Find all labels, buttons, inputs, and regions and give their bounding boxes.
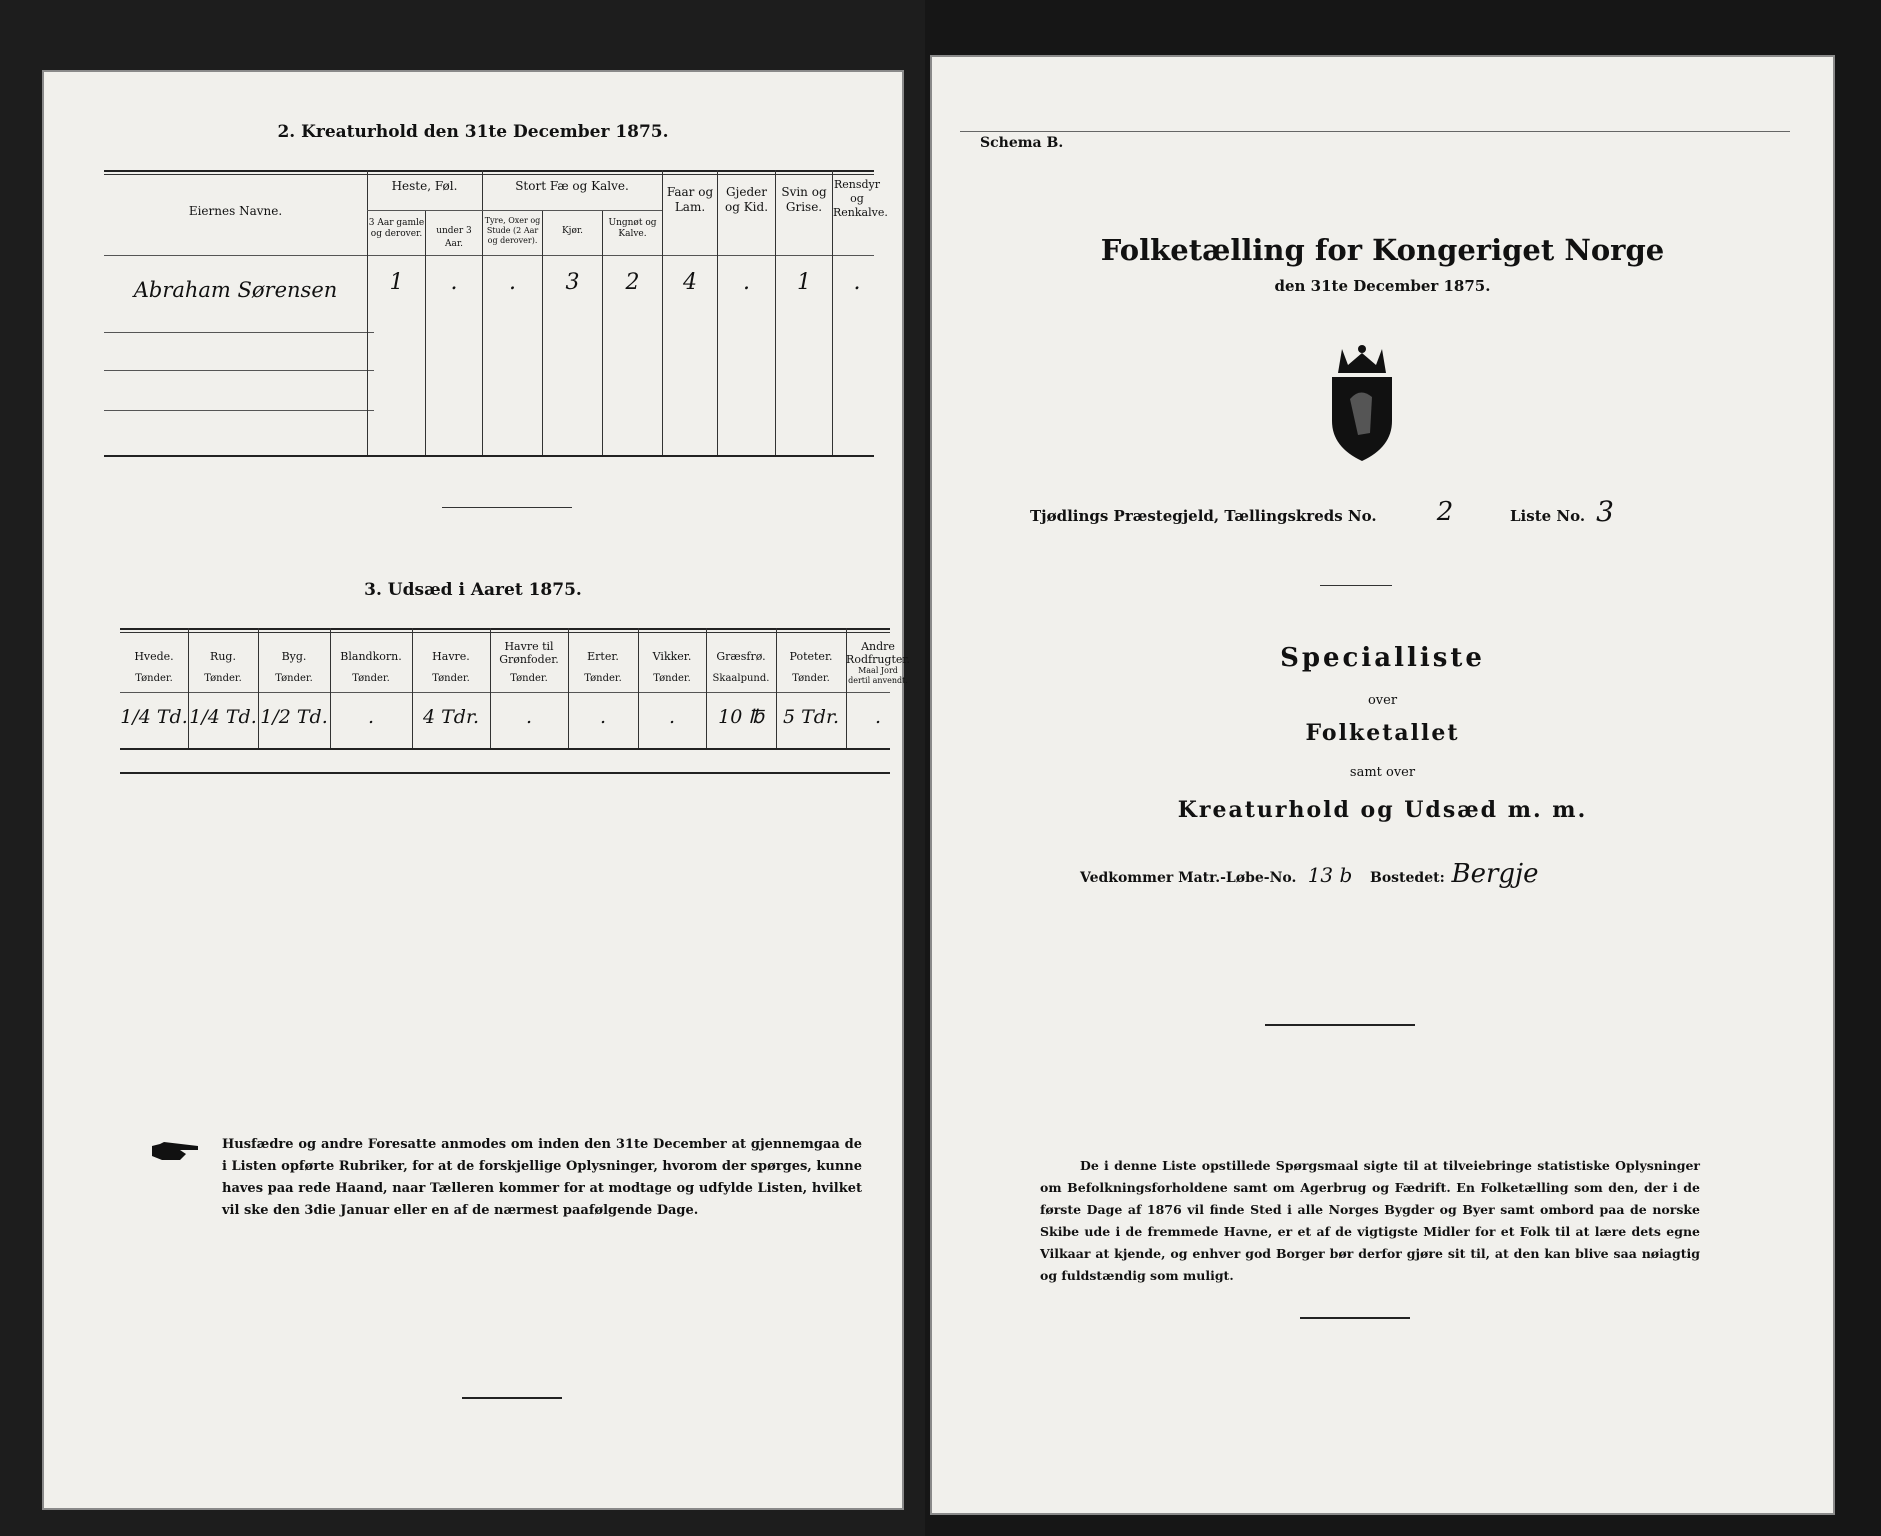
column-divider bbox=[367, 170, 368, 455]
sowing-header-unit: Tønder. bbox=[653, 673, 691, 684]
table-rule bbox=[104, 174, 874, 175]
over-label: over bbox=[1367, 693, 1398, 708]
header-horses-old: 3 Aar gamle og derover. bbox=[368, 218, 425, 239]
column-divider bbox=[542, 210, 543, 455]
sowing-value: 10 ℔ bbox=[718, 706, 764, 728]
header-cattle-bulls: Tyre, Oxer og Stude (2 Aar og derover). bbox=[484, 216, 541, 245]
column-divider bbox=[330, 628, 331, 748]
sowing-header-name: Erter. bbox=[587, 650, 619, 663]
table-rule bbox=[104, 170, 874, 172]
table-rule bbox=[120, 772, 890, 774]
value-reindeer: . bbox=[853, 270, 861, 295]
explanation-paragraph: De i denne Liste opstillede Spørgsmaal sigte til at tilveiebringe statistiske Oplysninger om Befolkningsforholdene samt om Agerbrug og Fædrift. En Folketælling som den, der i de første Dage af 1876 vil finde Sted i alle Norges Bygder og Byer samt ombord paa de norske Skibe ude i de fremmede Havne, er et af de vigtigste Midler for et Folk til at lære dets egne Vilkaar at kjende, og enhver god Borger bør derfor gjøre sit til, at den kan blive saa nøiagtig og fuldstændig som muligt. bbox=[1040, 1158, 1700, 1283]
sowing-header-unit: Tønder. bbox=[432, 673, 470, 684]
header-owner: Eiernes Navne. bbox=[188, 204, 283, 218]
header-pigs: Svin og Grise. bbox=[781, 185, 827, 214]
table-rule bbox=[104, 455, 874, 457]
value-goats: . bbox=[743, 270, 750, 295]
schema-label: Schema B. bbox=[980, 135, 1064, 151]
right-page bbox=[930, 55, 1835, 1515]
norway-coat-of-arms-icon bbox=[1320, 343, 1404, 467]
samt-over-label: samt over bbox=[1349, 765, 1416, 780]
pointing-hand-icon bbox=[150, 1140, 202, 1166]
sowing-value: . bbox=[874, 706, 882, 728]
header-horses: Heste, Føl. bbox=[391, 179, 458, 193]
column-divider bbox=[568, 628, 569, 748]
column-divider bbox=[258, 628, 259, 748]
sowing-header-unit: Tønder. bbox=[204, 673, 242, 684]
separator bbox=[1300, 1317, 1410, 1319]
separator bbox=[1320, 585, 1392, 586]
column-divider bbox=[188, 628, 189, 748]
header-cattle: Stort Fæ og Kalve. bbox=[515, 179, 629, 193]
sowing-value: . bbox=[525, 706, 533, 728]
separator bbox=[442, 507, 572, 508]
sowing-header-unit: Maal Jord dertil anvendt. bbox=[848, 666, 908, 685]
sowing-header-name: Havre til Grønfoder. bbox=[499, 640, 559, 666]
sowing-header-name: Andre Rodfrugter. bbox=[846, 640, 910, 666]
sowing-header-name: Byg. bbox=[281, 650, 307, 663]
sowing-header-unit: Tønder. bbox=[352, 673, 390, 684]
column-divider bbox=[602, 210, 603, 455]
left-page bbox=[42, 70, 910, 1510]
table-rule bbox=[104, 410, 374, 411]
sowing-value: . bbox=[599, 706, 607, 728]
value-pigs: 1 bbox=[797, 270, 811, 295]
matr-label: Vedkommer Matr.-Løbe-No. bbox=[1080, 870, 1297, 886]
sowing-header-name: Vikker. bbox=[652, 650, 692, 663]
census-title: Folketælling for Kongeriget Norge bbox=[1100, 233, 1665, 267]
sowing-header-unit: Tønder. bbox=[510, 673, 548, 684]
header-reindeer: Rensdyr og Renkalve. bbox=[833, 178, 888, 219]
table-rule bbox=[104, 370, 374, 371]
value-cattle-cows: 3 bbox=[565, 270, 580, 295]
sowing-value: . bbox=[668, 706, 676, 728]
sowing-value: 4 Tdr. bbox=[423, 706, 479, 728]
column-divider bbox=[776, 628, 777, 748]
sowing-header-name: Poteter. bbox=[789, 650, 833, 663]
sowing-value: 1/2 Td. bbox=[260, 706, 328, 728]
column-divider bbox=[482, 170, 483, 455]
table-rule bbox=[120, 628, 890, 630]
header-goats: Gjeder og Kid. bbox=[724, 185, 769, 214]
owner-name: Abraham Sørensen bbox=[133, 278, 338, 302]
kreaturhold-label: Kreaturhold og Udsæd m. m. bbox=[1177, 797, 1588, 823]
sowing-header-unit: Skaalpund. bbox=[712, 673, 770, 684]
table-rule bbox=[120, 748, 890, 750]
sowing-value: 1/4 Td. bbox=[189, 706, 257, 728]
sowing-header-name: Rug. bbox=[210, 650, 236, 663]
header-cattle-young: Ungnøt og Kalve. bbox=[608, 218, 657, 239]
matr-number: 13 b bbox=[1307, 863, 1353, 887]
value-cattle-young: 2 bbox=[625, 270, 640, 295]
parish-line bbox=[1030, 507, 1377, 525]
bostedet-label: Bostedet: bbox=[1370, 870, 1445, 886]
column-divider bbox=[638, 628, 639, 748]
sowing-header-name: Blandkorn. bbox=[340, 650, 402, 663]
sowing-header-unit: Tønder. bbox=[135, 673, 173, 684]
bostedet-value: Bergje bbox=[1451, 859, 1539, 889]
header-sheep: Faar og Lam. bbox=[666, 185, 714, 214]
parish-label: Tjødlings Præstegjeld, Tællingskreds No. bbox=[1030, 507, 1377, 525]
value-sheep: 4 bbox=[683, 270, 697, 295]
sowing-header-unit: Tønder. bbox=[275, 673, 313, 684]
table-rule bbox=[104, 332, 374, 333]
header-cattle-cows: Kjør. bbox=[561, 226, 584, 236]
table-rule bbox=[120, 692, 890, 693]
value-horses-young: . bbox=[450, 270, 458, 295]
district-number: 2 bbox=[1436, 497, 1454, 527]
separator bbox=[1265, 1024, 1415, 1026]
header-horses-young: under 3 Aar. bbox=[436, 226, 472, 249]
column-divider bbox=[706, 628, 707, 748]
section3-title: 3. Udsæd i Aaret 1875. bbox=[364, 580, 582, 600]
column-divider bbox=[412, 628, 413, 748]
top-rule bbox=[960, 131, 1790, 132]
value-cattle-bulls: . bbox=[509, 270, 516, 295]
sowing-header-name: Hvede. bbox=[134, 650, 174, 663]
list-label: Liste No. bbox=[1510, 507, 1586, 525]
sowing-header-unit: Tønder. bbox=[584, 673, 622, 684]
sowing-header-name: Græsfrø. bbox=[716, 650, 766, 663]
value-horses-old: 1 bbox=[389, 270, 404, 295]
folketallet-label: Folketallet bbox=[1305, 720, 1460, 746]
sowing-value: 5 Tdr. bbox=[783, 706, 839, 728]
census-date: den 31te December 1875. bbox=[1274, 277, 1491, 295]
table-rule bbox=[120, 632, 890, 633]
sowing-value: . bbox=[367, 706, 375, 728]
list-number: 3 bbox=[1596, 495, 1614, 528]
table-rule bbox=[104, 255, 874, 256]
table-rule bbox=[367, 210, 662, 211]
sowing-header-name: Havre. bbox=[432, 650, 470, 663]
section2-title: 2. Kreaturhold den 31te December 1875. bbox=[277, 122, 669, 142]
sowing-header-unit: Tønder. bbox=[792, 673, 830, 684]
notice-text: Husfædre og andre Foresatte anmodes om inden den 31te December at gjennemgaa de i Listen opførte Rubriker, for at de forskjellige Oplysninger, hvorom der spørges, kunne haves paa rede Haand, naar Tælleren kommer for at modtage og udfylde Listen, hvilket vil ske den 3die Januar eller en af de nærmest paafølgende Dage. bbox=[222, 1137, 862, 1218]
special-list-title: Specialliste bbox=[1280, 643, 1485, 673]
sowing-value: 1/4 Td. bbox=[120, 706, 188, 728]
separator bbox=[462, 1397, 562, 1399]
